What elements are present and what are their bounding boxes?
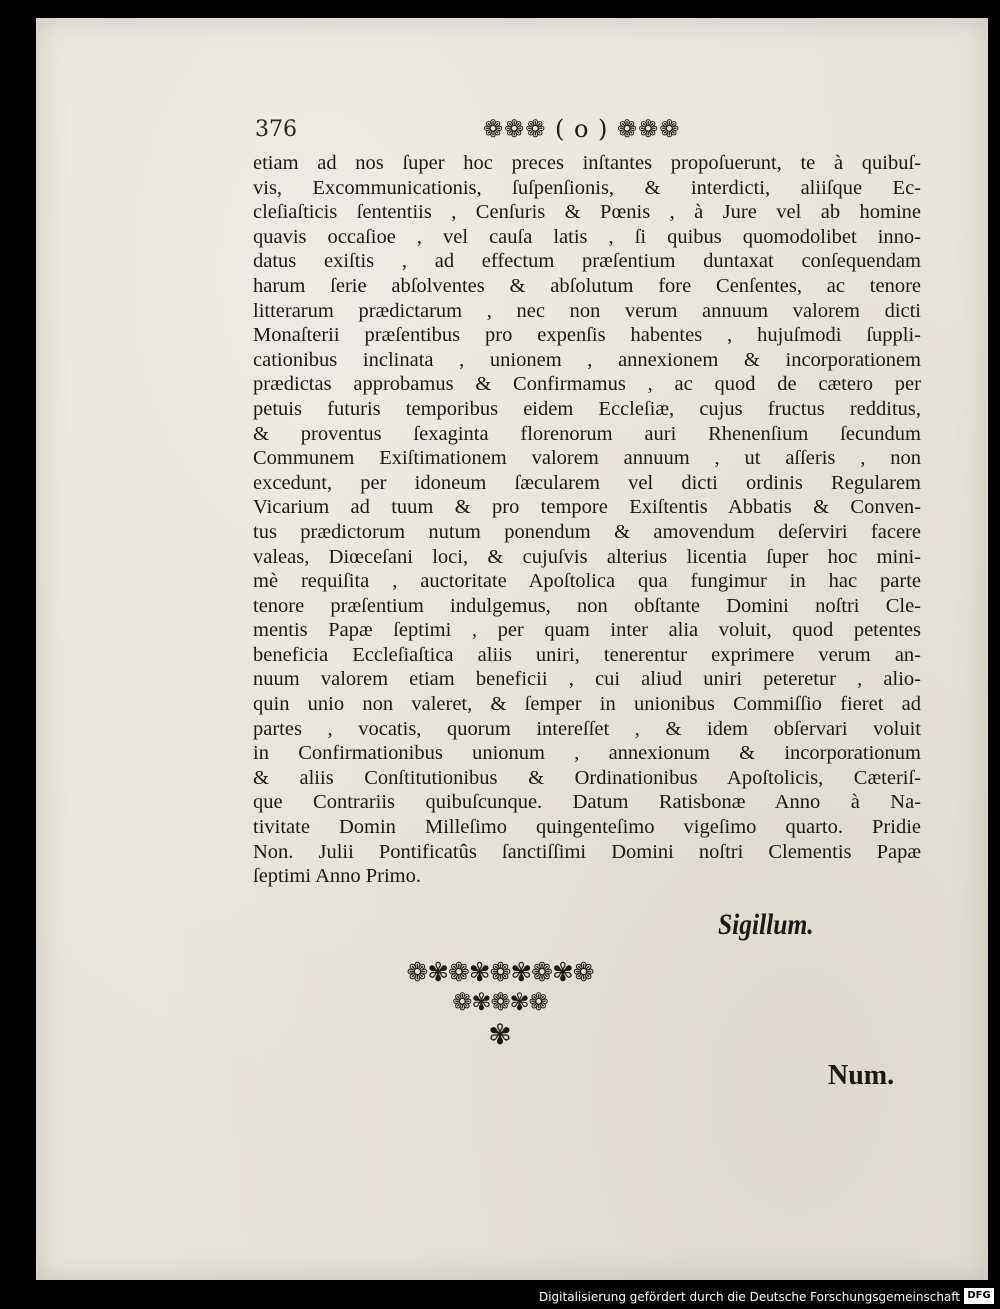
ornament-row-2: ❁✾❁✾❁: [452, 988, 548, 1016]
text-line: ſeptimi Anno Primo.: [253, 865, 421, 888]
text-line: Vicarium ad tuum & pro tempore Exiſtentis Abbatis & Conven-: [253, 496, 921, 519]
text-line: tenore præſentium indulgemus, non obſtante Domini noſtri Cle-: [253, 594, 921, 617]
text-line: Monaſterii præſentibus pro expenſis habentes , hujuſmodi ſuppli-: [253, 324, 921, 347]
text-line: cleſiaſticis ſententiis , Cenſuris & Pœnis , à Jure vel ab homine: [253, 201, 921, 224]
text-line: petuis futuris temporibus eidem Eccleſiæ, cujus fructus redditus,: [253, 397, 921, 420]
body-text: [253, 151, 921, 889]
footer-bar: [0, 1284, 1000, 1309]
text-line: que Contrariis quibuſcunque. Datum Ratisbonæ Anno à Na-: [253, 791, 921, 814]
text-line: vis, Excommunicationis, ſuſpenſionis, & interdicti, aliiſque Ec-: [253, 176, 921, 199]
dfg-logo: DFG: [964, 1288, 994, 1304]
text-line: & proventus ſexaginta florenorum auri Rhenenſium ſecundum: [253, 422, 921, 445]
text-line: Communem Exiſtimationem valorem annuum , ut aſſeris , non: [253, 447, 921, 470]
text-line: harum ſerie abſolventes & abſolutum fore Cenſentes, ac tenore: [253, 274, 921, 297]
text-line: cationibus inclinata , unionem , annexionem & incorporationem: [253, 348, 921, 371]
text-line: nuum valorem etiam beneficii , cui aliud uniri peteretur , alio-: [253, 668, 921, 691]
header-ornament: ❁❁❁ ( o ) ❁❁❁: [483, 115, 681, 143]
catchword: Num.: [828, 1060, 895, 1091]
text-line: valeas, Diœceſani loci, & cujuſvis alterius licentia ſuper hoc mini-: [253, 545, 921, 568]
text-line: tivitate Domin Milleſimo quingenteſimo vigeſimo quarto. Pridie: [253, 816, 921, 839]
sigillum-label: Sigillum.: [718, 908, 814, 941]
text-line: beneficia Eccleſiaſtica aliis uniri, tenerentur exprimere verum an-: [253, 643, 921, 666]
text-line: quin unio non valeret, & ſemper in unionibus Commiſſio fieret ad: [253, 693, 921, 716]
text-line: excedunt, per idoneum ſæcularem vel dicti ordinis Regularem: [253, 471, 921, 494]
text-line: & aliis Conſtitutionibus & Ordinationibus Apoſtolicis, Cæteriſ-: [253, 766, 921, 789]
ornament-row-3: ✾: [488, 1018, 512, 1051]
page-header: [255, 117, 915, 147]
text-line: in Confirmationibus unionum , annexionum & incorporationum: [253, 742, 921, 765]
text-line: prædictas approbamus & Confirmamus , ac quod de cætero per: [253, 373, 921, 396]
ornament-row-1: ❁✾❁✾❁✾❁✾❁: [406, 958, 594, 988]
text-line: Non. Julii Pontificatûs ſanctiſſimi Domini noſtri Clementis Papæ: [253, 840, 921, 863]
page-number: 376: [255, 117, 297, 142]
text-line: datus exiſtis , ad effectum præſentium duntaxat conſequendam: [253, 250, 921, 273]
text-line: tus prædictorum nutum ponendum & amovendum deſerviri facere: [253, 520, 921, 543]
text-line: mè requiſita , auctoritate Apoſtolica qua fungimur in hac parte: [253, 570, 921, 593]
footer-credit: Digitalisierung gefördert durch die Deutsche Forschungsgemeinschaft: [538, 1290, 960, 1304]
text-line: litterarum prædictarum , nec non verum annuum valorem dicti: [253, 299, 921, 322]
text-line: mentis Papæ ſeptimi , per quam inter alia voluit, quod petentes: [253, 619, 921, 642]
text-line: etiam ad nos ſuper hoc preces inſtantes propoſuerunt, te à quibuſ-: [253, 152, 921, 174]
text-line: quavis occaſioe , vel cauſa latis , ſi quibus quomodolibet inno-: [253, 225, 921, 248]
text-line: partes , vocatis, quorum intereſſet , & idem obſervari voluit: [253, 717, 921, 740]
